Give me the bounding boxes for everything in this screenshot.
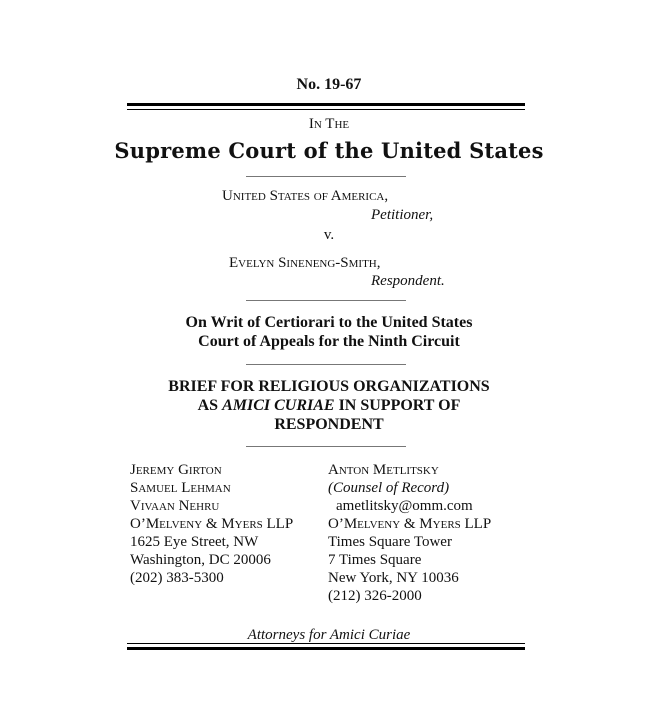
counsel-left-line: Vivaan Nehru xyxy=(130,498,220,514)
separator-1 xyxy=(246,176,406,177)
petitioner-name: United States of America, xyxy=(222,188,389,204)
counsel-right-address-2: 7 Times Square xyxy=(328,552,422,568)
counsel-left-block xyxy=(130,461,293,587)
counsel-email: ametlitsky@omm.com xyxy=(336,498,473,514)
top-thin-rule xyxy=(127,109,525,110)
counsel-right-block xyxy=(328,461,491,605)
counsel-of-record-name: Anton Metlitsky xyxy=(328,462,439,478)
counsel-right-city: New York, NY 10036 xyxy=(328,570,459,586)
brief-title-line-3: RESPONDENT xyxy=(274,416,384,433)
counsel-left-line: 1625 Eye Street, NW xyxy=(130,534,259,550)
counsel-left-line: Washington, DC 20006 xyxy=(130,552,271,568)
top-thick-rule xyxy=(127,103,525,106)
bottom-thick-rule xyxy=(127,647,525,650)
in-the-label: In The xyxy=(308,116,350,132)
brief-line-2-pre: AS xyxy=(197,397,223,414)
writ-line-2: Court of Appeals for the Ninth Circuit xyxy=(198,333,460,350)
counsel-left-line: Samuel Lehman xyxy=(130,480,231,496)
brief-amici-curiae: AMICI CURIAE xyxy=(222,397,335,414)
petitioner-role: Petitioner, xyxy=(371,207,434,223)
counsel-right-phone: (212) 326-2000 xyxy=(328,588,422,604)
docket-number: No. 19-67 xyxy=(296,76,362,93)
separator-2 xyxy=(246,300,406,301)
counsel-left-line: Jeremy Girton xyxy=(130,462,222,478)
counsel-right-firm: O’Melveny & Myers LLP xyxy=(328,516,492,532)
attorneys-for-label: Attorneys for Amici Curiae xyxy=(247,627,411,643)
writ-line-1: On Writ of Certiorari to the United States xyxy=(185,314,473,331)
separator-4 xyxy=(246,446,406,447)
respondent-role: Respondent. xyxy=(371,273,445,289)
counsel-left-line: O’Melveny & Myers LLP xyxy=(130,516,294,532)
separator-3 xyxy=(246,364,406,365)
counsel-of-record-label: (Counsel of Record) xyxy=(328,480,450,496)
brief-title-line-2 xyxy=(0,396,658,415)
bottom-thin-rule xyxy=(127,643,525,644)
versus-label: v. xyxy=(323,227,335,243)
counsel-left-line: (202) 383-5300 xyxy=(130,570,224,586)
brief-line-2-post: IN SUPPORT OF xyxy=(334,397,461,414)
respondent-name: Evelyn Sineneng-Smith, xyxy=(229,255,381,271)
court-name: Supreme Court of the United States xyxy=(114,138,544,163)
brief-title-line-1: BRIEF FOR RELIGIOUS ORGANIZATIONS xyxy=(168,378,490,395)
counsel-right-address-1: Times Square Tower xyxy=(328,534,452,550)
